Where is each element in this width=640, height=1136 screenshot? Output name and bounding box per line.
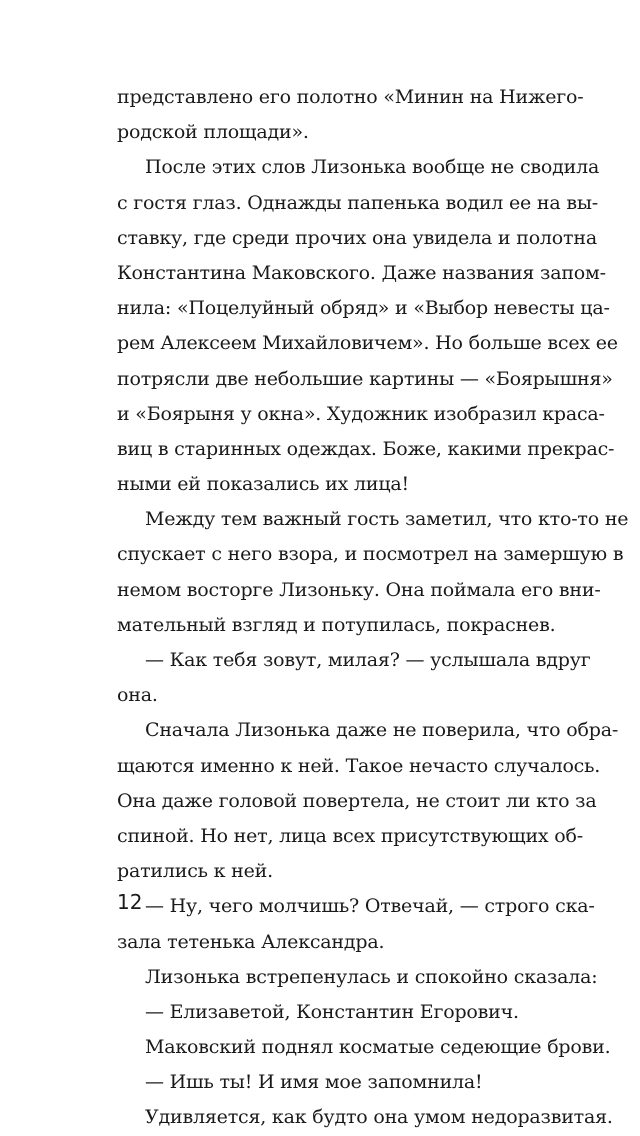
text-line: спускает с него взора, и посмотрел на замершую в [117, 543, 624, 566]
page-body-text [117, 80, 629, 1136]
text-line: ратились к ней. [117, 860, 273, 883]
text-line: зала тетенька Александра. [117, 930, 385, 953]
text-line: родской площади». [117, 121, 309, 144]
text-line: виц в старинных одеждах. Боже, какими прекрас- [117, 437, 615, 460]
text-line: — Как тебя зовут, милая? — услышала вдруг [145, 649, 591, 671]
text-line: Маковский поднял косматые седеющие брови. [145, 1036, 611, 1059]
text-line: нила: «Поцелуйный обряд» и «Выбор невесты ца- [117, 297, 610, 320]
text-line: и «Боярыня у окна». Художник изобразил краса- [117, 402, 605, 425]
text-line: — Ну, чего молчишь? Отвечай, — строго ска- [145, 895, 595, 918]
text-line: потрясли две небольшие картины — «Боярышня» [117, 367, 613, 390]
text-line: Удивляется, как будто она умом недоразвитая. [145, 1106, 613, 1129]
text-line: щаются именно к ней. Такое нечасто случалось. [117, 754, 601, 777]
text-line: немом восторге Лизоньку. Она поймала его вни- [117, 578, 601, 601]
text-line: — Елизаветой, Константин Егорович. [145, 1000, 519, 1023]
page-number: 12 [117, 890, 143, 914]
text-line: — Ишь ты! И имя мое запомнила! [145, 1071, 483, 1094]
text-line: Между тем важный гость заметил, что кто-то не [145, 508, 629, 531]
text-line: рем Алексеем Михайловичем». Но больше всех ее [117, 332, 618, 355]
text-line: с гостя глаз. Однажды папенька водил ее на вы- [117, 191, 599, 214]
text-line: представлено его полотно «Минин на Нижего- [117, 86, 584, 108]
text-line: Лизонька встрепенулась и спокойно сказала: [145, 965, 598, 988]
text-line: ставку, где среди прочих она увидела и полотна [117, 226, 597, 249]
text-line: спиной. Но нет, лица всех присутствующих об- [117, 824, 583, 847]
text-line: ными ей показались их лица! [117, 473, 409, 496]
text-line: После этих слов Лизонька вообще не сводила [145, 156, 600, 179]
text-line: мательный взгляд и потупилась, покраснев. [117, 613, 556, 636]
text-line: Она даже головой повертела, не стоит ли кто за [117, 789, 597, 812]
text-line: Константина Маковского. Даже названия запом- [117, 261, 606, 284]
text-line: она. [117, 684, 158, 707]
text-line: Сначала Лизонька даже не поверила, что обра- [145, 719, 619, 742]
